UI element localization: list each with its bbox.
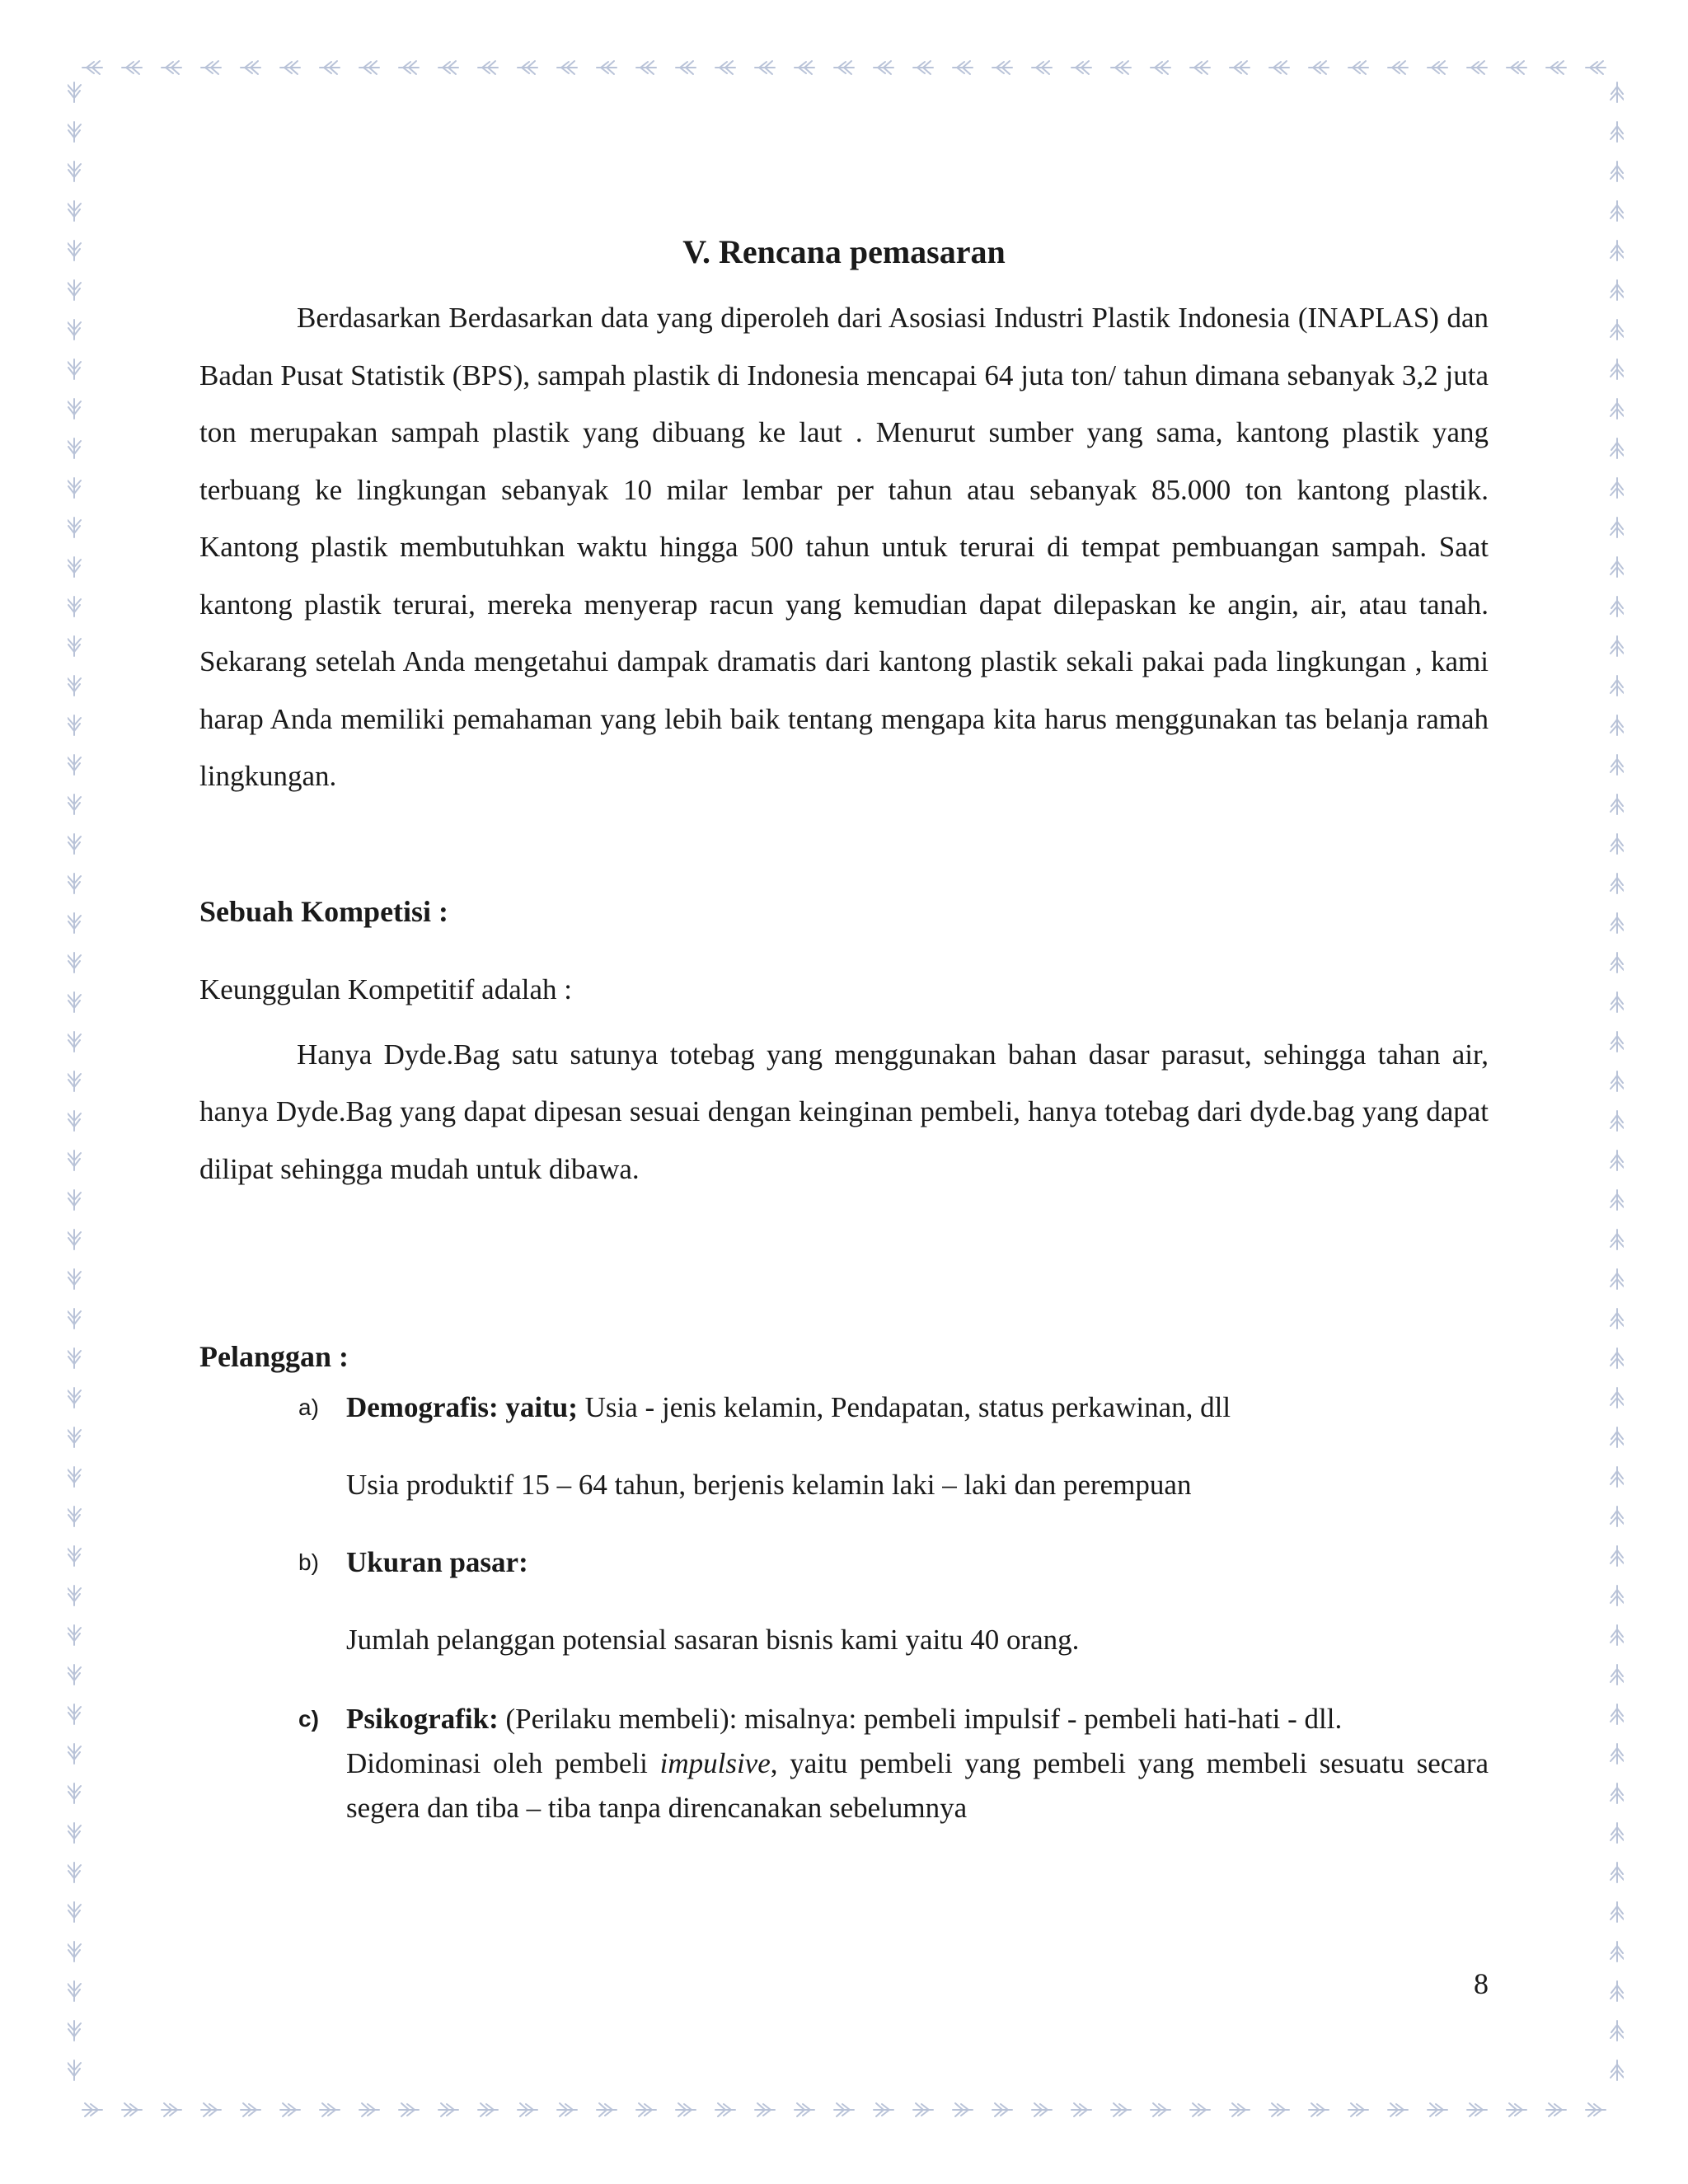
border-sprig [1611, 280, 1624, 300]
border-sprig [68, 1111, 81, 1131]
border-sprig [68, 1981, 81, 2001]
border-sprig [68, 1625, 81, 1645]
border-sprig [795, 61, 814, 74]
border-sprig [1611, 874, 1624, 893]
border-sprig [241, 2103, 260, 2116]
border-sprig [68, 2021, 81, 2041]
border-sprig [1611, 399, 1624, 419]
border-sprig [1611, 122, 1624, 142]
border-sprig [68, 122, 81, 142]
border-sprig [518, 2103, 537, 2116]
border-sprig [68, 162, 81, 181]
border-sprig [68, 992, 81, 1012]
detail-italic-term: impulsive [659, 1747, 771, 1779]
border-sprig [68, 320, 81, 340]
border-sprig [1611, 1071, 1624, 1091]
border-sprig [1611, 1783, 1624, 1803]
section-heading: V. Rencana pemasaran [682, 233, 1006, 270]
border-sprig [122, 61, 142, 74]
list-item-text: Usia - jenis kelamin, Pendapatan, status perkawinan, dll [577, 1391, 1231, 1423]
border-sprig [1032, 2103, 1052, 2116]
border-sprig [68, 1190, 81, 1210]
border-sprig [1611, 794, 1624, 814]
border-sprig [1611, 162, 1624, 181]
border-sprig [1611, 1427, 1624, 1447]
border-sprig [1611, 1823, 1624, 1843]
border-sprig [1611, 755, 1624, 775]
border-sprig [68, 438, 81, 458]
border-sprig [68, 953, 81, 972]
border-sprig [1546, 2103, 1566, 2116]
border-sprig [1611, 1942, 1624, 1961]
border-sprig [68, 1032, 81, 1052]
border-sprig [1428, 2103, 1447, 2116]
intro-paragraph: Berdasarkan Berdasarkan data yang diperoleh dari Asosiasi Industri Plastik Indonesia (INAPLAS) dan Badan Pusat Statistik (BPS), sampah plastik di Indonesia mencapai 64 juta ton/ tahun dimana sebanyak 3,2 juta ton merupakan sampah plastik yang dibuang ke laut . Menurut sumber yang sama, kantong plastik yang terbuang ke lingkungan sebanyak 10 milar lembar per tahun atau sebanyak 85.000 ton kantong plastik. Kantong plastik membutuhkan waktu hingga 500 tahun untuk terurai di tempat pembuangan sampah. Saat kantong plastik terurai, mereka menyerap racun yang kemudian dapat dilepaskan ke angin, air, atau tanah. Sekarang setelah Anda mengetahui dampak dramatis dari kantong plastik sekali pakai pada lingkungan , kami harap Anda memiliki pemahaman yang lebih baik tentang mengapa kita harus menggunakan tas belanja ramah lingkungan. [199, 302, 1489, 792]
border-sprig [1611, 82, 1624, 102]
border-sprig [518, 61, 537, 74]
border-sprig [68, 478, 81, 498]
competition-heading: Sebuah Kompetisi : [199, 894, 449, 928]
border-sprig [1467, 2103, 1487, 2116]
border-sprig [68, 1348, 81, 1368]
border-sprig [320, 61, 340, 74]
border-sprig [68, 676, 81, 696]
border-sprig [1111, 61, 1131, 74]
border-sprig [1611, 992, 1624, 1012]
list-item-text: (Perilaku membeli): misalnya: pembeli impulsif - pembeli hati-hati - dll. [498, 1703, 1343, 1735]
border-sprig [68, 1783, 81, 1803]
border-sprig [1611, 241, 1624, 260]
border-sprig [241, 61, 260, 74]
border-sprig [1611, 1467, 1624, 1487]
border-sprig [1611, 2021, 1624, 2041]
border-sprig [1309, 61, 1329, 74]
border-sprig [636, 2103, 656, 2116]
border-sprig [68, 399, 81, 419]
border-sprig [1611, 438, 1624, 458]
border-sprig [438, 61, 458, 74]
border-sprig [320, 2103, 340, 2116]
border-sprig [874, 61, 893, 74]
border-sprig [68, 280, 81, 300]
border-sprig [1032, 61, 1052, 74]
border-sprig [597, 61, 617, 74]
border-sprig [1151, 61, 1170, 74]
border-sprig [68, 1427, 81, 1447]
border-sprig [201, 2103, 221, 2116]
border-sprig [1611, 1151, 1624, 1170]
border-sprig [676, 61, 696, 74]
border-sprig [438, 2103, 458, 2116]
border-sprig [715, 2103, 735, 2116]
border-sprig [1586, 61, 1606, 74]
border-sprig [1611, 597, 1624, 616]
border-sprig [1611, 953, 1624, 972]
border-sprig [1611, 1388, 1624, 1408]
border-sprig [1611, 1309, 1624, 1329]
list-item-detail [199, 1741, 1489, 1830]
border-sprig [913, 61, 933, 74]
border-sprig [68, 1230, 81, 1249]
border-sprig [1611, 1863, 1624, 1882]
border-sprig [280, 2103, 300, 2116]
border-sprig [1348, 2103, 1368, 2116]
border-sprig [1611, 1704, 1624, 1724]
list-marker: a) [298, 1394, 319, 1420]
border-sprig [162, 2103, 181, 2116]
border-sprig [68, 1507, 81, 1526]
border-sprig [1309, 2103, 1329, 2116]
border-sprig [1611, 1981, 1624, 2001]
border-sprig [162, 61, 181, 74]
border-sprig [992, 61, 1012, 74]
border-sprig [1111, 2103, 1131, 2116]
border-sprig [68, 1309, 81, 1329]
detail-text: Didominasi oleh pembeli [346, 1747, 660, 1779]
border-sprig [1611, 320, 1624, 340]
border-sprig [1611, 676, 1624, 696]
border-sprig [1428, 61, 1447, 74]
border-sprig [1388, 2103, 1408, 2116]
border-sprig [1611, 478, 1624, 498]
border-sprig [1546, 61, 1566, 74]
border-sprig [1611, 1032, 1624, 1052]
list-marker: b) [298, 1549, 319, 1575]
border-sprig [874, 2103, 893, 2116]
border-sprig [68, 874, 81, 893]
border-sprig [68, 201, 81, 221]
border-sprig [834, 2103, 854, 2116]
border-sprig [834, 61, 854, 74]
border-sprig [1611, 636, 1624, 656]
border-sprig [359, 61, 379, 74]
border-sprig [1507, 2103, 1526, 2116]
border-sprig [795, 2103, 814, 2116]
border-sprig [68, 2060, 81, 2080]
border-sprig [68, 715, 81, 735]
border-sprig [68, 913, 81, 933]
list-item-demographics [199, 1385, 1489, 1430]
border-sprig [1611, 1625, 1624, 1645]
border-sprig [1507, 61, 1526, 74]
border-sprig [913, 2103, 933, 2116]
list-marker: c) [298, 1706, 319, 1732]
border-sprig [1611, 359, 1624, 379]
border-sprig [68, 1704, 81, 1724]
border-sprig [1190, 2103, 1210, 2116]
list-item-title: Demografis: yaitu; [346, 1391, 578, 1423]
border-sprig [68, 1269, 81, 1289]
border-sprig [68, 755, 81, 775]
list-item-detail: Jumlah pelanggan potensial sasaran bisnis kami yaitu 40 orang. [346, 1624, 1080, 1656]
border-sprig [676, 2103, 696, 2116]
list-item-detail: Usia produktif 15 – 64 tahun, berjenis kelamin laki – laki dan perempuan [346, 1469, 1192, 1501]
border-sprig [68, 1665, 81, 1685]
border-sprig [992, 2103, 1012, 2116]
border-sprig [1611, 715, 1624, 735]
border-sprig [1611, 913, 1624, 933]
border-sprig [1611, 1744, 1624, 1764]
border-sprig [953, 2103, 973, 2116]
border-sprig [280, 61, 300, 74]
border-sprig [715, 61, 735, 74]
border-sprig [68, 1942, 81, 1961]
border-sprig [68, 1071, 81, 1091]
border-sprig [597, 2103, 617, 2116]
border-sprig [1611, 1269, 1624, 1289]
border-sprig [68, 359, 81, 379]
border-sprig [1611, 834, 1624, 854]
border-sprig [399, 2103, 419, 2116]
page-number: 8 [1474, 1967, 1489, 2000]
border-sprig [68, 1388, 81, 1408]
border-sprig [636, 61, 656, 74]
border-sprig [122, 2103, 142, 2116]
competitive-advantage-paragraph: Hanya Dyde.Bag satu satunya totebag yang menggunakan bahan dasar parasut, sehingga tahan air, hanya Dyde.Bag yang dapat dipesan sesuai dengan keinginan pembeli, hanya totebag dari dyde.bag yang dapat dilipat sehingga mudah untuk dibawa. [199, 1038, 1489, 1185]
border-sprig [68, 557, 81, 577]
border-sprig [68, 794, 81, 814]
border-sprig [1269, 61, 1289, 74]
border-sprig [68, 834, 81, 854]
border-sprig [1467, 61, 1487, 74]
border-sprig [68, 636, 81, 656]
border-sprig [1611, 1665, 1624, 1685]
border-sprig [953, 61, 973, 74]
border-sprig [1230, 61, 1250, 74]
list-item-psychographics [199, 1697, 1489, 1741]
border-sprig [68, 82, 81, 102]
border-sprig [1071, 61, 1091, 74]
page-content [199, 232, 1489, 1830]
border-sprig [68, 1902, 81, 1922]
border-sprig [1611, 2060, 1624, 2080]
border-sprig [82, 61, 102, 74]
customers-heading: Pelanggan : [199, 1340, 349, 1373]
border-sprig [68, 1744, 81, 1764]
border-sprig [68, 1546, 81, 1566]
border-sprig [557, 61, 577, 74]
border-sprig [1611, 1902, 1624, 1922]
competitive-advantage-label: Keunggulan Kompetitif adalah : [199, 972, 572, 1005]
border-sprig [1151, 2103, 1170, 2116]
border-sprig [68, 1151, 81, 1170]
border-sprig [1348, 61, 1368, 74]
border-sprig [1611, 201, 1624, 221]
border-sprig [755, 2103, 775, 2116]
border-sprig [68, 518, 81, 537]
border-sprig [399, 61, 419, 74]
border-sprig [1611, 1111, 1624, 1131]
border-sprig [1611, 1348, 1624, 1368]
border-sprig [68, 1586, 81, 1605]
border-sprig [68, 1863, 81, 1882]
border-sprig [82, 2103, 102, 2116]
border-sprig [1586, 2103, 1606, 2116]
border-sprig [1611, 1507, 1624, 1526]
border-sprig [478, 61, 498, 74]
border-sprig [1388, 61, 1408, 74]
border-sprig [201, 61, 221, 74]
border-sprig [755, 61, 775, 74]
border-sprig [1071, 2103, 1091, 2116]
list-item-title: Ukuran pasar: [346, 1546, 528, 1578]
border-sprig [1230, 2103, 1250, 2116]
border-sprig [1190, 61, 1210, 74]
border-sprig [359, 2103, 379, 2116]
border-sprig [1611, 518, 1624, 537]
list-item-market-size [199, 1540, 1489, 1585]
border-sprig [1611, 1546, 1624, 1566]
border-sprig [68, 1823, 81, 1843]
border-sprig [1611, 1230, 1624, 1249]
border-sprig [1269, 2103, 1289, 2116]
border-sprig [68, 597, 81, 616]
detail-text: , yaitu pembeli yang pembeli yang membeli sesuatu secara segera dan tiba – tiba tanpa direncanakan sebelumnya [346, 1747, 1489, 1824]
border-sprig [68, 241, 81, 260]
border-sprig [1611, 557, 1624, 577]
border-sprig [1611, 1190, 1624, 1210]
border-sprig [1611, 1586, 1624, 1605]
border-sprig [478, 2103, 498, 2116]
border-sprig [557, 2103, 577, 2116]
border-sprig [68, 1467, 81, 1487]
list-item-title: Psikografik: [346, 1703, 499, 1735]
